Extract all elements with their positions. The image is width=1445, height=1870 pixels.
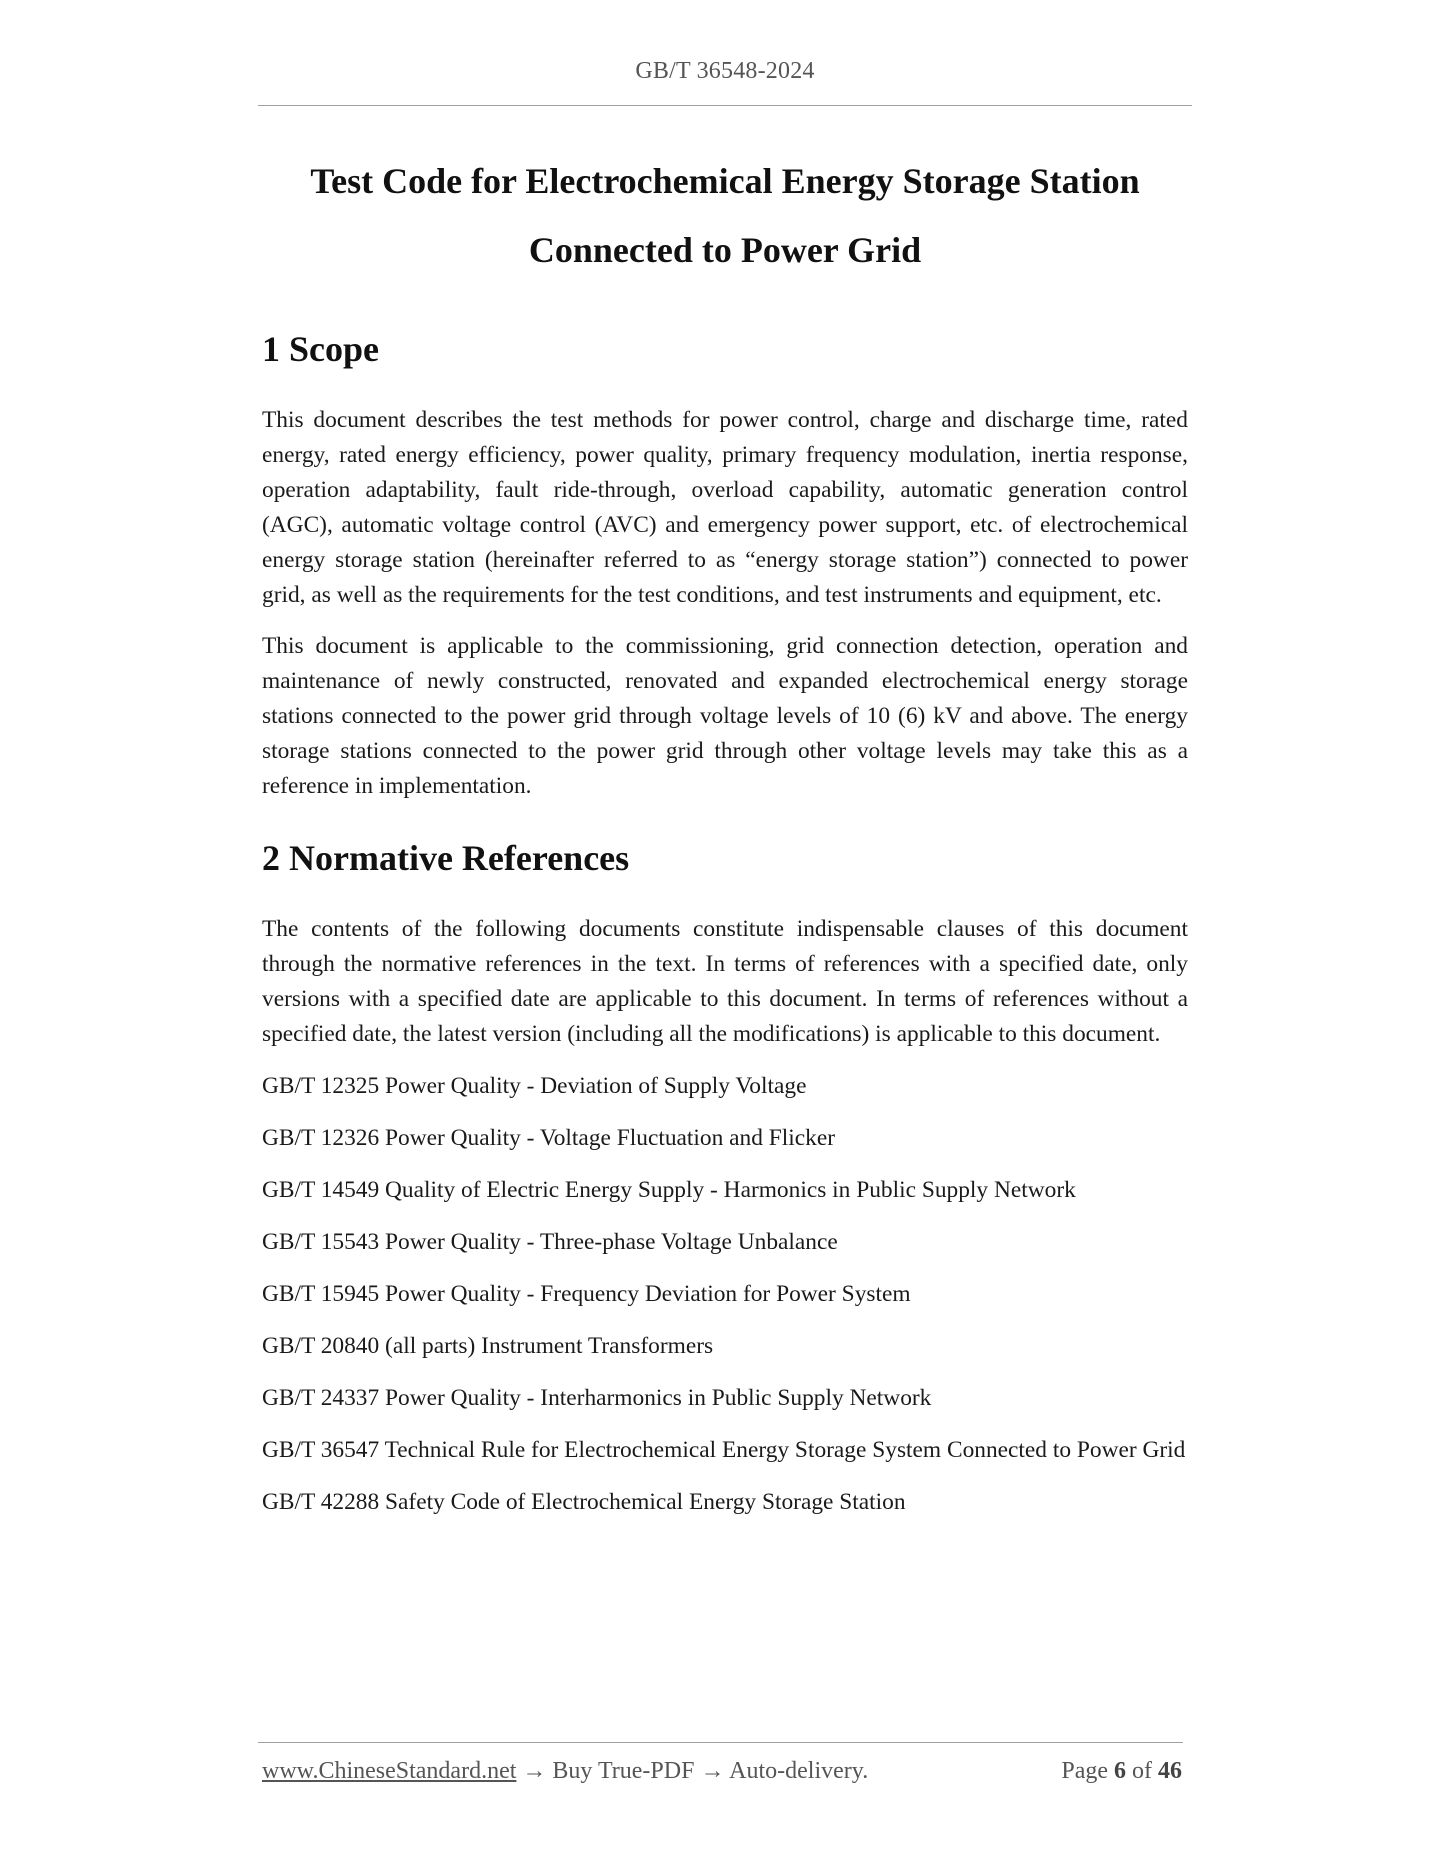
page-of-label: of: [1132, 1758, 1152, 1784]
reference-item: GB/T 15543 Power Quality - Three-phase Voltage Unbalance: [262, 1229, 838, 1255]
document-body: [262, 325, 1188, 1520]
section-heading-normative-references: 2 Normative References: [262, 838, 630, 878]
section-scope: [262, 325, 1188, 804]
scope-paragraph-1: This document describes the test methods for power control, charge and discharge time, rated energy, rated energy efficiency, power quality, primary frequency modulation, inertia response, operation adaptability, fault ride-through, overload capability, automatic generation control (AGC), automatic voltage control (AVC) and emergency power support, etc. of electrochemical energy storage station (hereinafter referred to as “energy storage station”) connected to power grid, as well as the requirements for the test conditions, and test instruments and equipment, etc.: [262, 407, 1188, 608]
reference-item: GB/T 20840 (all parts) Instrument Transformers: [262, 1333, 714, 1359]
scope-paragraph-2: This document is applicable to the commissioning, grid connection detection, operation and maintenance of newly constructed, renovated and expanded electrochemical energy storage stations connected to the power grid through voltage levels of 10 (6) kV and above. The energy storage stations connected to the power grid through other voltage levels may take this as a reference in implementation.: [262, 633, 1188, 799]
reference-item: GB/T 24337 Power Quality - Interharmonics in Public Supply Network: [262, 1385, 932, 1411]
footer-divider: [258, 1742, 1183, 1743]
buy-true-pdf-text: Buy True-PDF: [552, 1758, 695, 1784]
header-divider: [258, 105, 1192, 106]
page-label: Page: [1061, 1758, 1108, 1784]
page-current: 6: [1114, 1758, 1126, 1784]
reference-item: GB/T 36547 Technical Rule for Electrochemical Energy Storage System Connected to Power Grid: [262, 1437, 1186, 1463]
footer-promo: [262, 1758, 868, 1785]
reference-item: GB/T 12326 Power Quality - Voltage Fluctuation and Flicker: [262, 1125, 836, 1151]
reference-item: GB/T 42288 Safety Code of Electrochemical Energy Storage Station: [262, 1489, 906, 1515]
page-footer: [262, 1758, 1182, 1785]
arrow-right-icon: →: [522, 1758, 547, 1784]
page-number: [1061, 1758, 1182, 1785]
reference-item: GB/T 12325 Power Quality - Deviation of Supply Voltage: [262, 1073, 807, 1099]
section-heading-scope: 1 Scope: [262, 329, 379, 369]
chinesestandard-link[interactable]: www.ChineseStandard.net: [262, 1758, 517, 1784]
reference-item: GB/T 14549 Quality of Electric Energy Supply - Harmonics in Public Supply Network: [262, 1177, 1076, 1203]
normative-references-intro: The contents of the following documents constitute indispensable clauses of this document through the normative references in the text. In terms of references with a specified date, only versions with a specified date are applicable to this document. In terms of references without a specified date, the latest version (including all the modifications) is applicable to this document.: [262, 916, 1188, 1047]
reference-list: [262, 1052, 1188, 1520]
page-total: 46: [1158, 1758, 1182, 1784]
document-title-line-1: Test Code for Electrochemical Energy Storage Station: [310, 161, 1140, 201]
page-header-standard-code: GB/T 36548-2024: [635, 58, 815, 84]
arrow-right-icon: →: [700, 1758, 725, 1784]
reference-item: GB/T 15945 Power Quality - Frequency Deviation for Power System: [262, 1281, 911, 1307]
auto-delivery-text: Auto-delivery.: [729, 1758, 869, 1784]
document-title-line-2: Connected to Power Grid: [528, 230, 922, 270]
section-normative-references: [262, 834, 1188, 1520]
